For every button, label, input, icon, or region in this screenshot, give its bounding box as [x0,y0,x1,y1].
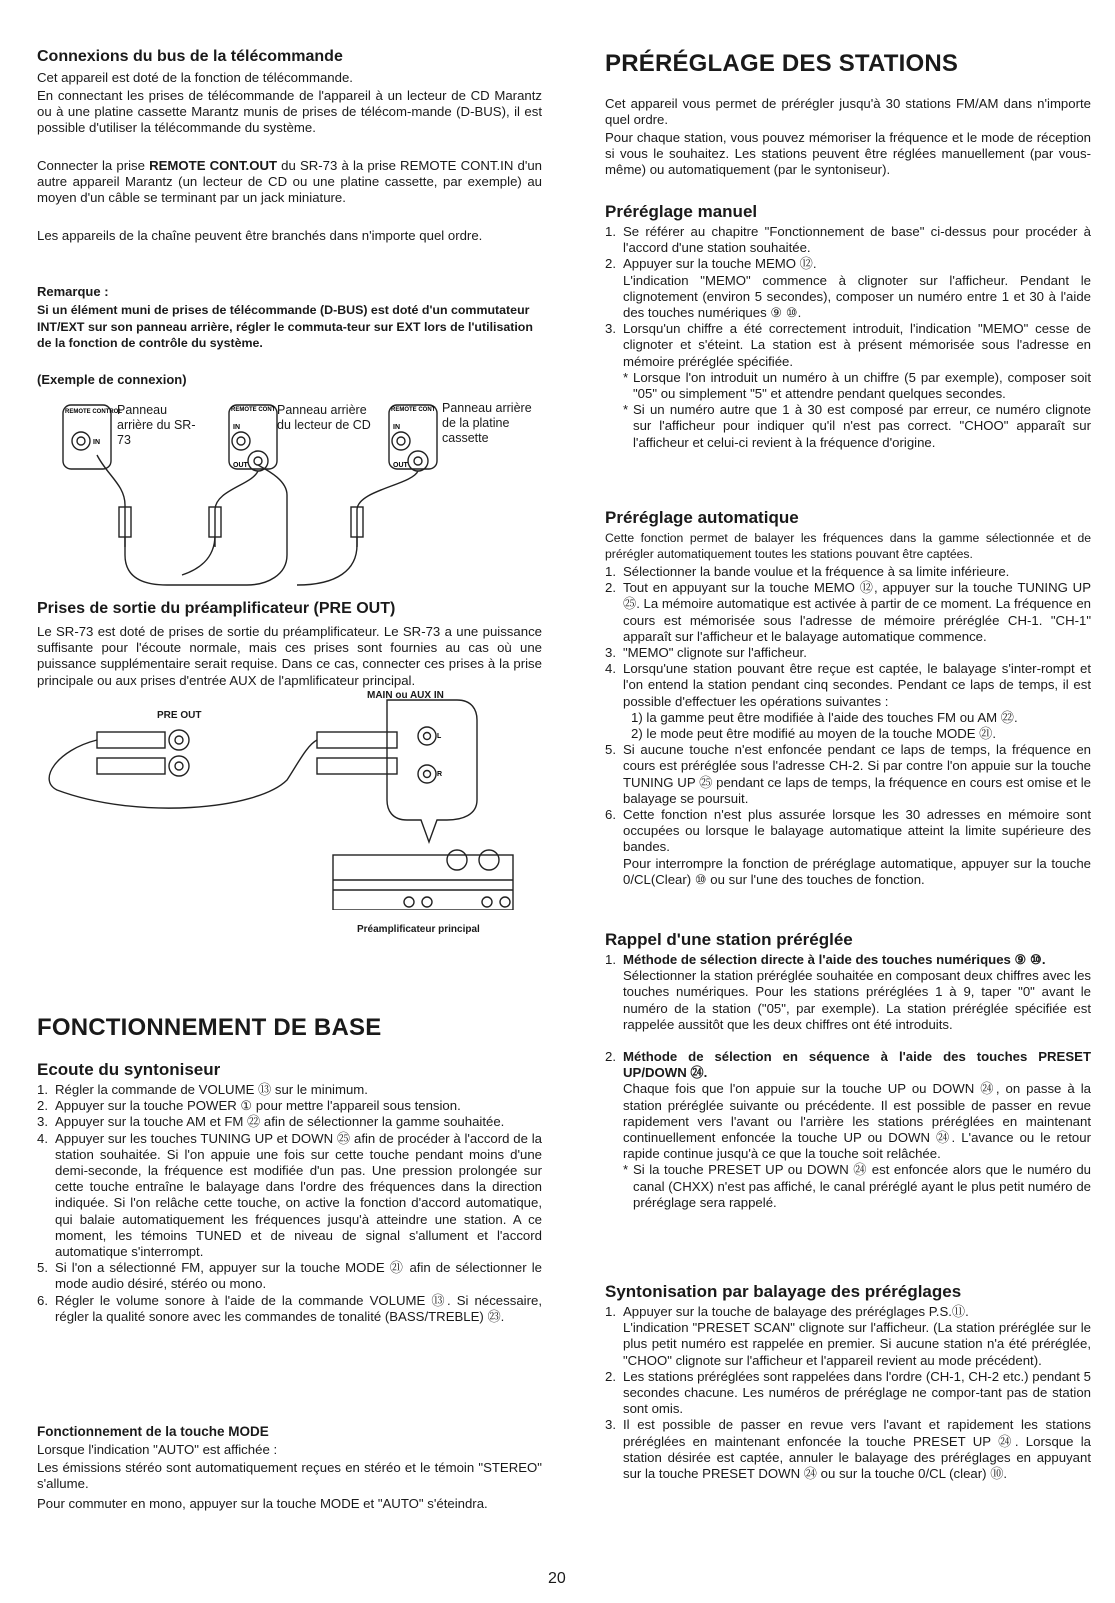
ecoute-item-4: 4. Appuyer sur les touches TUNING UP et DOWN ㉕ afin de procéder à l'accord de la station souhaitée. Si l'on appuie une fois sur cette touche pendant moins d'une demi-seconde, la fréquence est modifiée d'un pas. Une pression prolongée sur cette touche entraîne le balayage dans l'ordre des fréquences dans la direction indiquée. Si l'on relâche cette touche, on active la fonction d'accord automatique, qui balaie automatiquement les fréquences jusqu'à atteindre une station. A ce moment, les témoins TUNED et de niveau de signal s'allument et l'accord automatique s'interrompt. [37,1130,542,1260]
remote-bus-p2: En connectant les prises de télécommande de l'appareil à un lecteur de CD Marantz ou à une platine cassette Marantz munis de prises de télécom-mande (D-BUS), il est possible d'utiliser la télécommande du système. [37,88,542,136]
jack1-in: IN [93,439,100,446]
mode-p2: Les émissions stéréo sont automatiquement reçues en stéréo et le témoin "STEREO" s'allume. [37,1460,542,1492]
preout-plug-l [97,732,165,748]
auto-item-4: 4. Lorsqu'une station pouvant être reçue est captée, le balayage s'inter-rompt et l'on entend la station pendant cinq secondes. Pendant ce laps de temps, il est possible d'effectuer les opérations suivantes : 1) la gamme peut être modifiée à l'aide des touches FM ou AM ㉒. 2) le mode peut être modifié au moyen de la touche MODE ㉑. [605,661,1091,742]
rappel-note: * Si la touche PRESET UP ou DOWN ㉔ est enfoncée alors que le numéro du canal (CHXX) n'est pas affiché, le canal préréglé ayant le plus petit numéro de préréglage sera rappelé. [623,1162,1091,1210]
ecoute-item-6: 6. Régler le volume sonore à l'aide de la commande VOLUME ⑬. Si nécessaire, régler la qualité sonore avec les commandes de tonalité (BASS/TREBLE) ㉓. [37,1292,542,1324]
cassette-jack-panel [389,405,437,469]
remark-title: Remarque : [37,284,109,299]
auto-item-1: 1. Sélectionner la bande voulue et la fréquence à sa limite inférieure. [605,564,1010,579]
ecoute-item-3: 3. Appuyer sur la touche AM et FM ㉒ afin de sélectionner la gamme souhaitée. [37,1114,505,1130]
preout-cable [49,740,317,808]
ecoute-item-5: 5. Si l'on a sélectionné FM, appuyer sur la touche MODE ㉑ afin de sélectionner le mode audio désiré, stéréo ou mono. [37,1260,542,1292]
pre-out-diagram-svg [37,690,542,910]
scan-title: Syntonisation par balayage des préréglages [605,1282,962,1301]
cd-jack-panel [229,405,277,469]
ecoute-list [37,1082,542,1325]
rappel-list [605,952,1091,1211]
example-title: (Exemple de connexion) [37,372,187,387]
remote-bus-p4: Les appareils de la chaîne peuvent être branchés dans n'importe quel ordre. [37,228,483,243]
ecoute-item-1: 1. Régler la commande de VOLUME ⑬ sur le minimum. [37,1082,368,1097]
callout-box [387,700,477,842]
auto-item-2: 2. Tout en appuyant sur la touche MEMO ⑫, appuyer sur la touche TUNING UP ㉕. La mémoire automatique est activée à partir de ce moment. La fréquence en cours est mémorisée sous l'adresse de mémoire préréglée CH-1. "CH-1" apparaît sur l'afficheur et le balayage automatique commence. [605,580,1091,644]
mode-title: Fonctionnement de la touche MODE [37,1424,269,1439]
mode-p1: Lorsque l'indication "AUTO" est affichée : [37,1442,278,1457]
auto-sub-1: 1) la gamme peut être modifiée à l'aide des touches FM ou AM ㉒. [631,709,1018,725]
auto-title: Préréglage automatique [605,508,799,527]
scan-item-2: 2. Les stations préréglées sont rappelées dans l'ordre (CH-1, CH-2 etc.) pendant 5 secondes chacune. Les numéros de préréglage ne compor-tant pas de station sont omis. [605,1368,1091,1417]
auto-item-5: 5. Si aucune touche n'est enfoncée pendant ce laps de temps, la fréquence en cours est préréglée sous l'adresse CH-2. Si par contre l'on appuie sur la touche TUNING UP ㉕ pendant ce laps de temps, la fréquence en cours est omise et le balayage se poursuit. [605,742,1091,806]
fonctionnement-title: FONCTIONNEMENT DE BASE [37,1014,382,1041]
scan-item-1: 1. Appuyer sur la touche de balayage des préréglages P.S.⑪. L'indication "PRESET SCAN" clignote sur l'afficheur. (La station préréglée sur le plus petit numéro est rappelée en premier. Si aucune station n'a été préréglée, "CHOO" clignote sur l'afficheur et l'appareil revient au mode précédent). [605,1304,1091,1368]
diagram-label-cassette: Panneau arrière de la platine cassette [442,401,532,445]
manuel-item-2: 2. Appuyer sur la touche MEMO ⑫. L'indication "MEMO" commence à clignoter sur l'afficheur. Pendant le clignotement (environ 5 secondes), composer un numéro entre 1 et 30 à l'aide des touches numériques ⑨ ⑩. [605,256,1091,321]
preout-plug-r [97,758,165,774]
jack3-in: IN [393,424,400,431]
manuel-note-2: * Si un numéro autre que 1 à 30 est composé par erreur, ce numéro clignote sur l'afficheur pour indiquer qu'il n'est pas correct. "CHOO" apparaît sur l'afficheur et celui-ci revient à la fréquence d'origine. [623,402,1091,450]
remote-bus-p3: Connecter la prise REMOTE CONT.OUT du SR-73 à la prise REMOTE CONT.IN d'un autre appareil Marantz (un lecteur de CD ou une platine cassette, par exemple) au moyen d'un câble se terminant par un jack miniature. [37,158,543,206]
auto-item-3: 3. "MEMO" clignote sur l'afficheur. [605,645,807,661]
prereglage-intro1: Cet appareil vous permet de prérégler jusqu'à 30 stations FM/AM dans n'importe quel ordre. [605,96,1091,128]
auto-sub-2: 2) le mode peut être modifié au moyen de la touche MODE ㉑. [631,726,997,742]
connection-diagram [37,395,542,595]
mode-p3: Pour commuter en mono, appuyer sur la touche MODE et "AUTO" s'éteindra. [37,1496,488,1511]
label-amp: Préamplificateur principal [357,924,480,935]
manuel-note-1: * Lorsque l'on introduit un numéro à un chiffre (5 par exemple), composer soit "05" ou simplement "5" et attendre pendant quelques secondes. [623,369,1091,402]
pre-out-title: Prises de sortie du préamplificateur (PRE OUT) [37,600,396,617]
ecoute-item-2: 2. Appuyer sur la touche POWER ① pour mettre l'appareil sous tension. [37,1098,461,1114]
jack2-top-label: REMOTE CONT [231,407,276,413]
cable-1 [97,455,287,585]
label-r: R [437,771,443,778]
rappel-item-2: 2. Méthode de sélection en séquence à l'aide des touches PRESET UP/DOWN ㉔. Chaque fois que l'on appuie sur la touche UP ou DOWN ㉔, on passe à la station préréglée suivante ou précédente. Il est possible de passer en revue rapidement vers l'avant ou l'arrière les stations préréglées en maintenant continuellement enfoncée la touche UP ou DOWN ㉔. L'avance ou le retour rapide continue jusqu'à ce que la touche soit relâchée. * Si la touche PRESET UP ou DOWN ㉔ est enfoncée alors que le numéro du canal (CHXX) n'est pas affiché, le canal préréglé ayant le plus petit numéro de préréglage sera rappelé. [605,1049,1091,1210]
scan-list [605,1304,1091,1482]
jack2-out: OUT [233,462,248,469]
cable-2 [182,471,258,575]
manuel-title: Préréglage manuel [605,202,758,221]
jack3-top-label: REMOTE CONT [391,407,436,413]
jack3-out: OUT [393,462,408,469]
label-main-aux: MAIN ou AUX IN [367,690,444,701]
rappel-item-1: 1. Méthode de sélection directe à l'aide des touches numériques ⑨ ⑩. Sélectionner la station préréglée souhaitée en composant deux chiffres avec les touches numériques. Pour les stations préréglées 1 à 9, taper "0" avant le numéro de la station ("05", par exemple). La station préréglée spécifiée est rappelée aussitôt que les deux chiffres ont été introduits. [605,952,1091,1032]
jack1-top-label: REMOTE CONTROL [65,409,122,415]
page-number: 20 [548,1570,566,1587]
manuel-item-3: 3. Lorsqu'un chiffre a été correctement introduit, l'indication "MEMO" cesse de clignoter et s'éteint. La station est à présent mémorisée sous l'adresse en mémoire préréglée spécifiée. * Lorsque l'on introduit un numéro à un chiffre (5 par exemple), composer soit "05" ou simplement "5" et attendre pendant quelques secondes. * Si un numéro autre que 1 à 30 est composé par erreur, ce numéro clignote sur l'afficheur pour indiquer qu'il n'est pas correct. "CHOO" apparaît sur l'afficheur et celui-ci revient à la fréquence d'origine. [605,321,1091,450]
auto-list [605,564,1091,888]
manuel-item-1: 1. Se référer au chapitre "Fonctionnement de base" ci-dessus pour procéder à l'accord d'une station souhaitée. [605,224,1091,256]
auto-item-6: 6. Cette fonction n'est plus assurée lorsque les 30 adresses en mémoire sont occupées ou lorsque le balayage automatique atteint la limite supérieure des bandes. Pour interrompre la fonction de préréglage automatique, appuyer sur la touche 0/CL(Clear) ⑩ ou sur l'une des touches de fonction. [605,807,1091,887]
remote-bus-title: Connexions du bus de la télécommande [37,48,343,65]
pre-out-text: Le SR-73 est doté de prises de sortie du préamplificateur. Le SR-73 a une puissance suffisante pour l'écoute normale, mais ces prises sont fournies au cas où une puissance supplémentaire serait requise. Dans ce cas, connecter ces prises à la prise principale ou aux prises d'entrée AUX de l'apmlificateur principal. [37,624,542,688]
rappel-title: Rappel d'une station préréglée [605,930,853,949]
ecoute-title: Ecoute du syntoniseur [37,1060,221,1079]
remark-text: Si un élément muni de prises de télécommande (D-BUS) est doté d'un commutateur INT/EXT sur son panneau arrière, régler le commuta-teur sur EXT lors de l'utilisation de la fonction de contrôle du système. [37,303,533,351]
main-plug-r [317,758,397,774]
jack2-in: IN [233,424,240,431]
diagram-label-cd: Panneau arrière du lecteur de CD [277,403,371,432]
remote-bus-p1: Cet appareil est doté de la fonction de télécommande. [37,70,353,85]
prereglage-title: PRÉRÉGLAGE DES STATIONS [605,50,959,77]
pre-out-diagram [37,690,542,910]
label-pre-out: PRE OUT [157,710,202,721]
diagram-label-sr73: Panneau arrière du SR-73 [117,403,196,447]
manuel-list [605,224,1091,451]
main-plug-l [317,732,397,748]
prereglage-intro2: Pour chaque station, vous pouvez mémoriser la fréquence et le mode de réception si vous le souhaitez. Les stations peuvent être réglées manuellement (par vous-même) ou automatiquement (par le syntoniseur). [605,130,1091,178]
cable-3 [297,471,418,585]
label-l: L [437,733,442,740]
scan-item-3: 3. Il est possible de passer en revue vers l'avant et rapidement les stations préréglées en maintenant enfoncée la touche PRESET UP ㉔. Lorsque la station désirée est captée, annuler le balayage des préréglages en appuyant sur la touche PRESET DOWN ㉔ ou sur la touche 0/CL (clear) ⑩. [605,1417,1091,1482]
auto-intro: Cette fonction permet de balayer les fréquences dans la gamme sélectionnée et de prérégler automatiquement toutes les stations pouvant être captées. [605,531,1091,562]
amp-body [333,855,513,910]
